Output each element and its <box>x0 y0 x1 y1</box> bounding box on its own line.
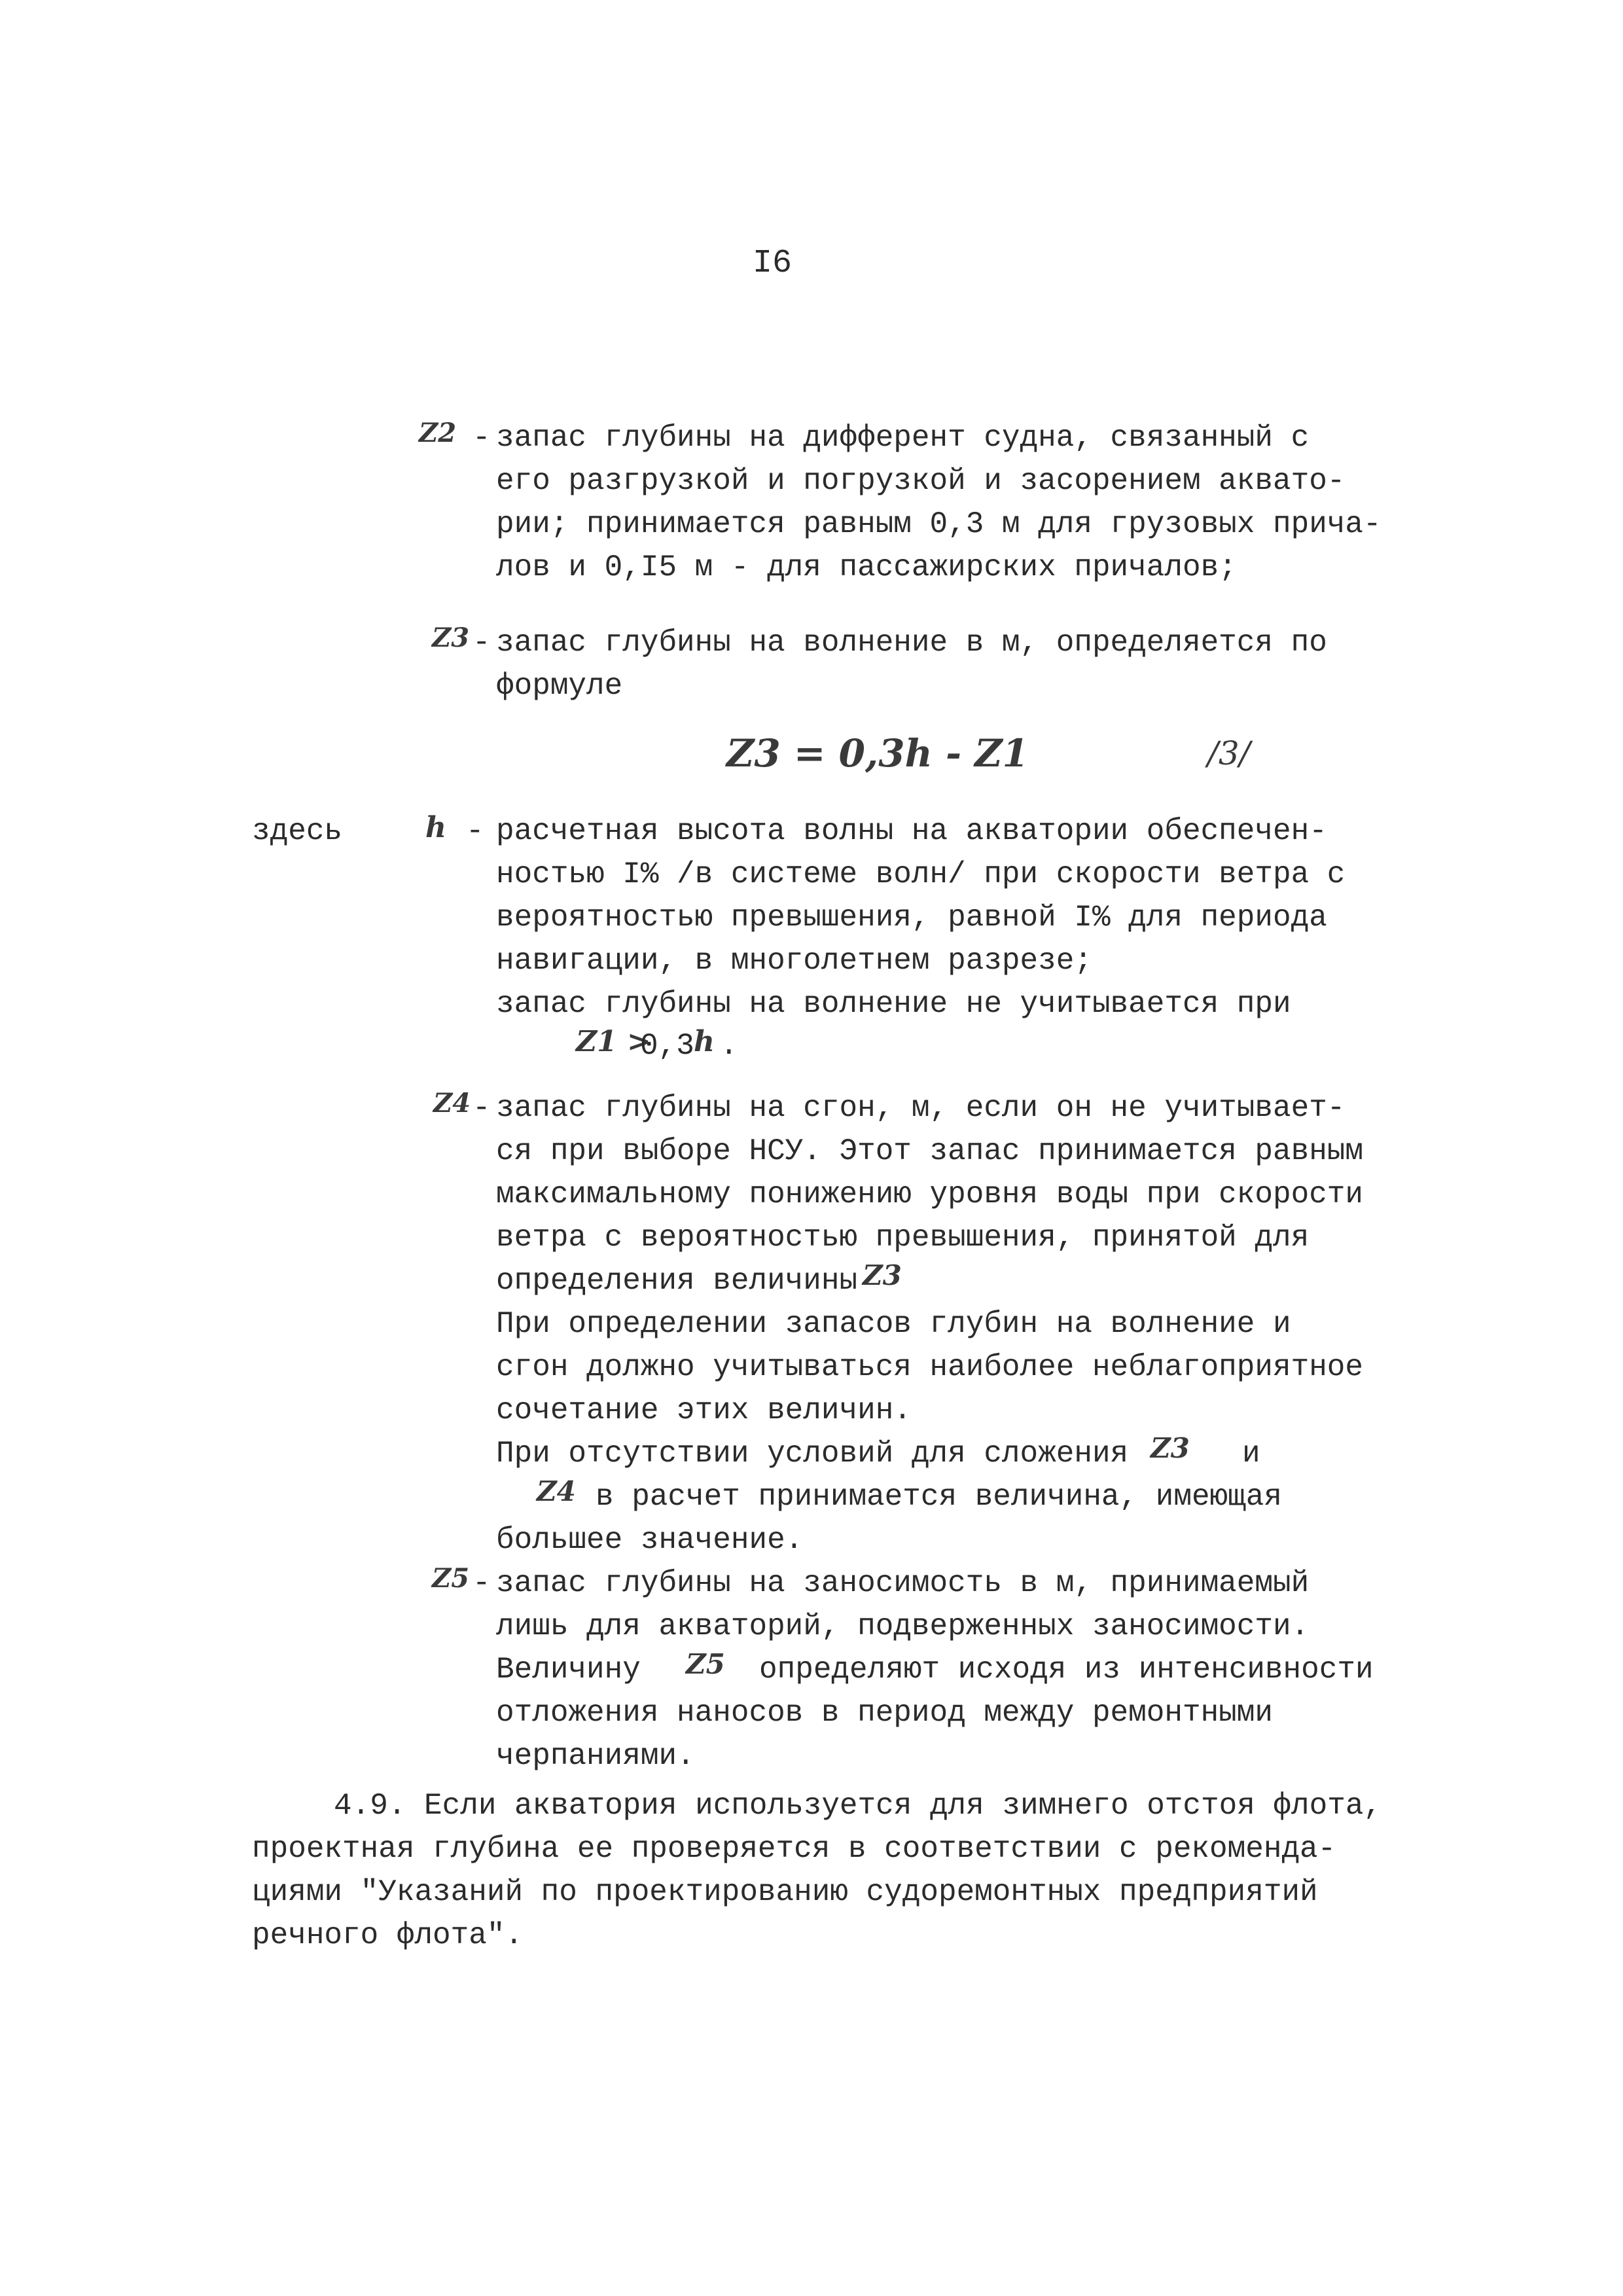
z4-dash: - <box>473 1091 491 1125</box>
h-condition-end: . <box>720 1029 738 1063</box>
para-4-9-line-3: циями "Указаний по проектированию судоремонтных предприятий <box>252 1875 1318 1909</box>
h-line-4: навигации, в многолетнем разрезе; <box>496 944 1092 978</box>
z4-note-3: сочетание этих величин. <box>496 1393 912 1427</box>
z5-line-1: запас глубины на заносимость в м, принимаемый <box>496 1566 1310 1600</box>
z3-line-2: формуле <box>496 669 623 703</box>
z2-line-3: рии; принимается равным 0,3 м для грузовых прича- <box>496 507 1382 541</box>
z4-absence-z4: Z4 <box>537 1475 576 1507</box>
z4-line-2: ся при выборе НСУ. Этот запас принимается равным <box>496 1134 1364 1168</box>
z4-absence-and: и <box>1242 1437 1260 1471</box>
z2-line-4: лов и 0,I5 м - для пассажирских причалов; <box>496 550 1237 584</box>
z4-symbol: Z4 <box>433 1088 471 1119</box>
z3-dash: - <box>473 626 491 660</box>
z5-dash: - <box>473 1566 491 1600</box>
z3-symbol: Z3 <box>432 622 470 653</box>
h-symbol: h <box>425 811 446 844</box>
formula: Z3 = 0,3h - Z1 <box>726 731 1029 776</box>
formula-number: /3/ <box>1207 734 1251 772</box>
z2-dash: - <box>473 421 491 455</box>
h-condition-h: h <box>694 1025 715 1058</box>
h-condition-value: 0,3 <box>640 1029 694 1063</box>
here-label: здесь <box>252 814 343 848</box>
z5-symbol: Z5 <box>432 1563 470 1594</box>
page-number: I6 <box>753 245 793 282</box>
z2-line-1: запас глубины на дифферент судна, связанный с <box>496 421 1310 455</box>
para-4-9-line-4: речного флота". <box>252 1918 524 1952</box>
z5-value-word: Величину <box>496 1653 641 1687</box>
z4-line-1: запас глубины на сгон, м, если он не учитывает- <box>496 1091 1346 1125</box>
z2-line-2: его разгрузкой и погрузкой и засорением аквато- <box>496 464 1346 498</box>
z5-inline-z5: Z5 <box>686 1648 725 1680</box>
h-condition-symbol: Z1 > <box>576 1025 651 1058</box>
z4-absence-end: большее значение. <box>496 1523 804 1557</box>
z5-line-2: лишь для акваторий, подверженных заносимости. <box>496 1609 1310 1643</box>
z4-inline-z3: Z3 <box>863 1259 902 1291</box>
z5-tail-1: отложения наносов в период между ремонтными <box>496 1696 1273 1730</box>
h-line-5: запас глубины на волнение не учитывается при <box>496 987 1291 1021</box>
z4-absence-z3: Z3 <box>1150 1432 1190 1464</box>
z4-line-5: определения величины <box>496 1264 858 1298</box>
para-4-9-line-1: 4.9. Если акватория используется для зимнего отстоя флота, <box>334 1789 1382 1823</box>
z4-note-1: При определении запасов глубин на волнение и <box>496 1307 1291 1341</box>
h-line-1: расчетная высота волны на акватории обеспечен- <box>496 814 1327 848</box>
h-line-3: вероятностью превышения, равной I% для периода <box>496 901 1327 935</box>
z4-line-4: ветра с вероятностью превышения, принятой для <box>496 1221 1310 1255</box>
z2-symbol: Z2 <box>419 418 457 448</box>
z3-line-1: запас глубины на волнение в м, определяется по <box>496 626 1327 660</box>
z5-value-rest: определяют исходя из интенсивности <box>759 1653 1374 1687</box>
h-line-2: ностью I% /в системе волн/ при скорости ветра с <box>496 857 1346 891</box>
z4-line-3: максимальному понижению уровня воды при скорости <box>496 1177 1364 1211</box>
z4-note-2: сгон должно учитываться наиболее неблагоприятное <box>496 1350 1364 1384</box>
z4-absence-start: При отсутствии условий для сложения <box>496 1437 1129 1471</box>
z4-absence-cont: в расчет принимается величина, имеющая <box>596 1480 1282 1514</box>
para-4-9-line-2: проектная глубина ее проверяется в соответствии с рекоменда- <box>252 1832 1336 1866</box>
h-dash: - <box>466 814 484 848</box>
z5-tail-2: черпаниями. <box>496 1739 695 1773</box>
